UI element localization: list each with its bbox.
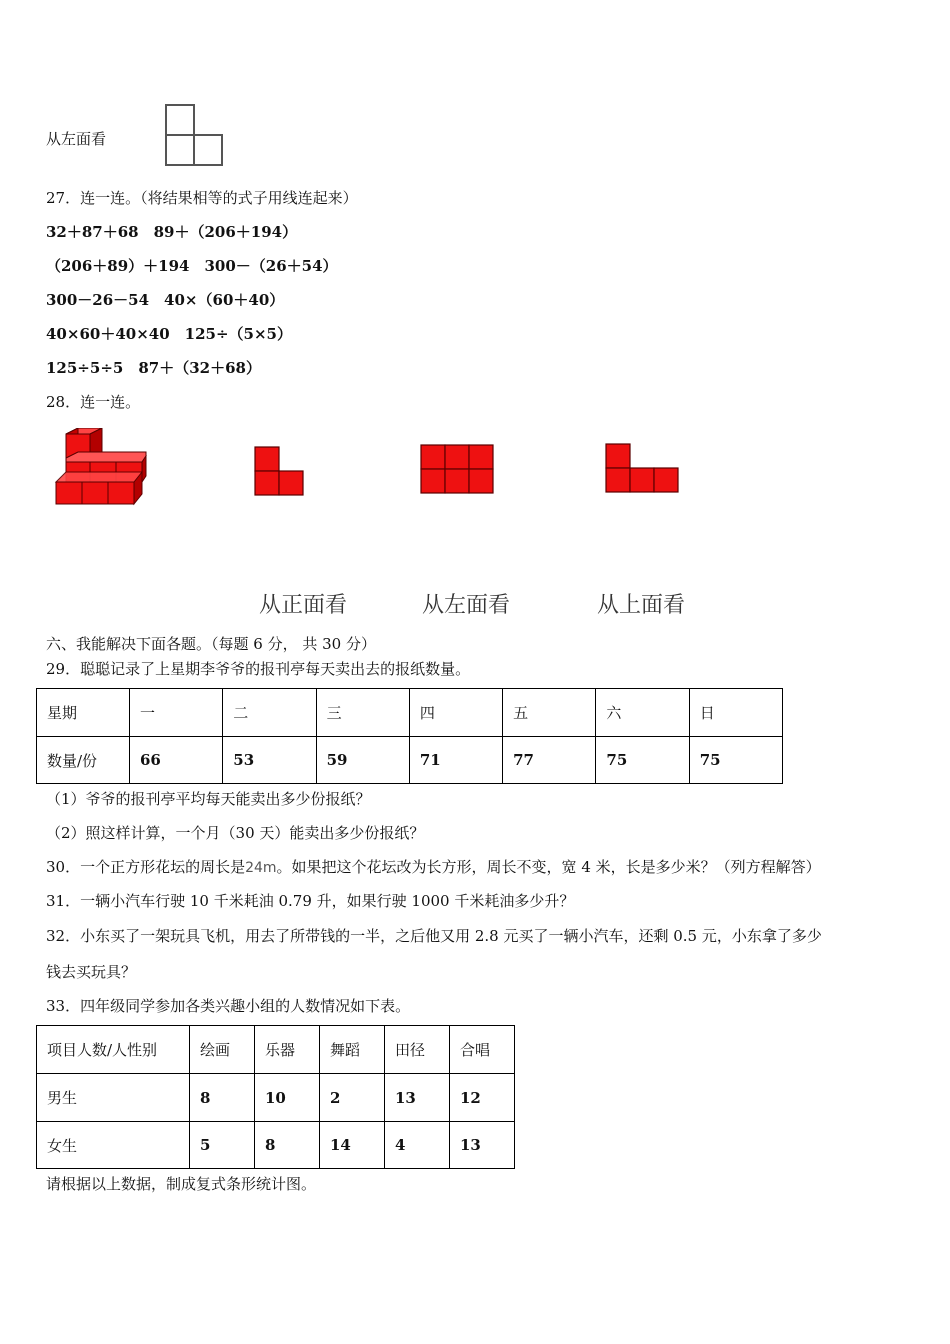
cube-solid-figure	[50, 428, 150, 508]
q29-sub2: （2）照这样计算，一个月（30 天）能卖出多少份报纸？	[46, 824, 425, 842]
q27-row: 32＋87＋68 89＋（206＋194）	[46, 223, 298, 241]
view-figure-rect-block	[420, 444, 496, 496]
q30-value: 24m	[245, 860, 277, 876]
q32-line1: 32．小东买了一架玩具飞机，用去了所带钱的一半，之后他又用 2.8 元买了一辆小汽车，还剩 0.5 元，小东拿了多少	[46, 927, 822, 945]
q29-title: 29．聪聪记录了上星期李爷爷的报刊亭每天卖出去的报纸数量。	[46, 660, 471, 678]
table-cell: 二	[223, 689, 316, 737]
table-cell: 53	[223, 737, 316, 784]
table-cell: 66	[130, 737, 223, 784]
table-cell: 13	[385, 1074, 450, 1122]
view-label-top: 从上面看	[597, 593, 686, 618]
table-cell: 日	[689, 689, 782, 737]
q31: 31．一辆小汽车行驶 10 千米耗油 0.79 升，如果行驶 1000 千米耗油多少升？	[46, 892, 575, 910]
q29-table	[36, 688, 783, 784]
table-cell: 六	[596, 689, 689, 737]
left-view-label: 从左面看	[46, 130, 107, 148]
table-row	[37, 737, 783, 784]
table-cell: 田径	[385, 1026, 450, 1074]
table-cell: 75	[596, 737, 689, 784]
q33-title: 33．四年级同学参加各类兴趣小组的人数情况如下表。	[46, 997, 411, 1015]
q28-title: 28．连一连。	[46, 393, 141, 411]
view-figure-long-l	[605, 443, 681, 495]
table-header-row	[37, 689, 783, 737]
table-cell: 一	[130, 689, 223, 737]
table-cell: 8	[255, 1122, 320, 1169]
table-cell: 绘画	[190, 1026, 255, 1074]
table-cell: 男生	[37, 1074, 190, 1122]
table-cell: 77	[503, 737, 596, 784]
q33-footer: 请根据以上数据，制成复式条形统计图。	[46, 1175, 317, 1193]
q27-row: 40×60＋40×40 125÷（5×5）	[46, 325, 292, 343]
table-header-row	[37, 1026, 515, 1074]
table-cell: 舞蹈	[320, 1026, 385, 1074]
table-cell: 三	[316, 689, 409, 737]
q27-row: （206＋89）＋194 300－（26＋54）	[46, 257, 338, 275]
view-label-front: 从正面看	[259, 593, 348, 618]
table-cell: 五	[503, 689, 596, 737]
q29-sub1: （1）爷爷的报刊亭平均每天能卖出多少份报纸？	[46, 790, 371, 808]
table-cell: 13	[450, 1122, 515, 1169]
table-cell: 四	[409, 689, 502, 737]
view-label-left: 从左面看	[422, 593, 511, 618]
table-cell: 数量/份	[37, 737, 130, 784]
table-cell: 乐器	[255, 1026, 320, 1074]
q30	[46, 856, 821, 877]
table-cell: 75	[689, 737, 782, 784]
table-cell: 71	[409, 737, 502, 784]
table-cell: 合唱	[450, 1026, 515, 1074]
table-cell: 8	[190, 1074, 255, 1122]
q30-after: 。如果把这个花坛改为长方形，周长不变，宽 4 米，长是多少米？（列方程解答）	[276, 858, 821, 876]
table-cell: 2	[320, 1074, 385, 1122]
table-cell: 项目人数/人性别	[37, 1026, 190, 1074]
table-cell: 59	[316, 737, 409, 784]
q27-row: 125÷5÷5 87＋（32＋68）	[46, 359, 261, 377]
table-cell: 12	[450, 1074, 515, 1122]
left-view-figure	[162, 102, 226, 168]
q32-line2: 钱去买玩具？	[46, 963, 137, 981]
table-cell: 4	[385, 1122, 450, 1169]
table-row	[37, 1122, 515, 1169]
table-cell: 10	[255, 1074, 320, 1122]
q33-table	[36, 1025, 515, 1169]
view-figure-l-shape	[254, 446, 306, 498]
table-cell: 女生	[37, 1122, 190, 1169]
section-six-heading: 六、我能解决下面各题。（每题 6 分， 共 30 分）	[46, 635, 376, 653]
table-cell: 5	[190, 1122, 255, 1169]
q27-title: 27．连一连。（将结果相等的式子用线连起来）	[46, 189, 358, 207]
q30-before: 30．一个正方形花坛的周长是	[46, 858, 246, 876]
table-cell: 14	[320, 1122, 385, 1169]
table-row	[37, 1074, 515, 1122]
table-cell: 星期	[37, 689, 130, 737]
q27-row: 300－26－54 40×（60＋40）	[46, 291, 285, 309]
